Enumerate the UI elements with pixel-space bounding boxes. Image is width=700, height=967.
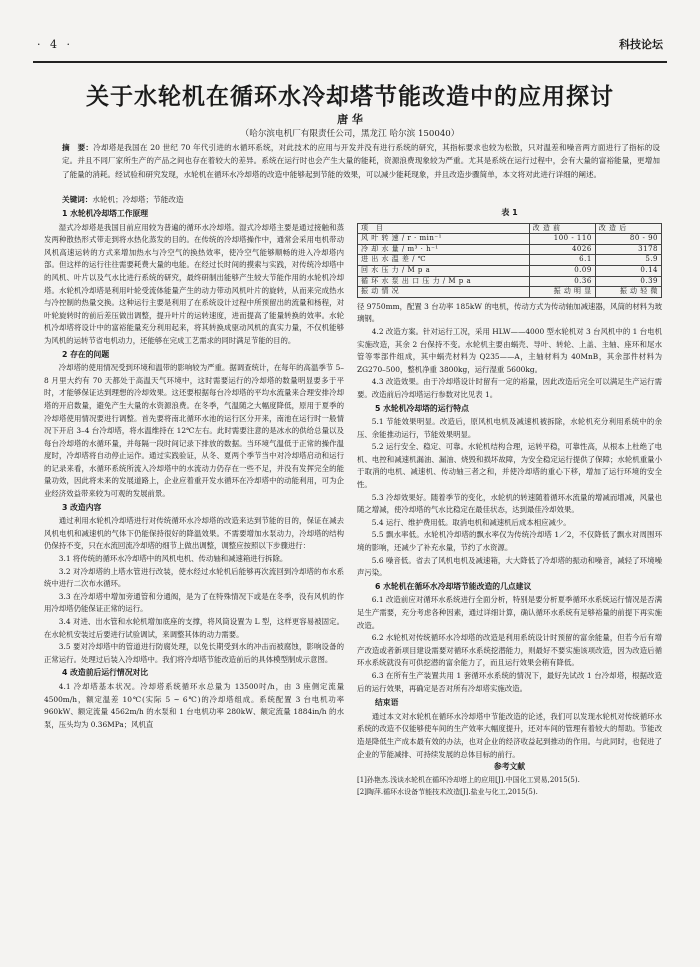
paragraph: 5.6 噪音低。省去了风机电机及减速箱，大大降低了冷却塔的振动和噪音，减轻了环境噪声污染。 [357,555,662,578]
journal-name: 科技论坛 [619,38,663,51]
table-cell: 回 水 压 力 / M p a [358,265,530,276]
paragraph: 4.2 改造方案。针对运行工况，采用 HLW——4000 型水轮机对 3 台风机中的 1 台电机实施改造，其余 2 台保持不变。水轮机主要由蜗壳、导叶、转轮、上盖、主轴、座环和尾水管等零部件组成，其中蜗壳材料为 Q235——A，主轴材料为 40MnB，其余部件材料为 ZG270–500，整机净重 3800kg，运行湿重 5600kg。 [357,326,662,374]
paragraph: 3.5 要对冷却塔中的管道进行防腐处理，以免长期受到水的冲击而被腐蚀，影响设备的正常运行。处理过后装入冷却塔中。我们将冷却塔节能改造前后的具体模型制成示意图。 [44,642,344,664]
table-row [358,255,662,266]
section-heading: 6 水轮机在循环水冷却塔节能改造的几点建议 [375,581,532,591]
paragraph: 冷却塔的使用情况受到环境和温带的影响较为严重。据调查统计，在每年的高温季节 5–8 月里大约有 70 天都处于高温天气环境中，这时需要运行的冷却塔的数量明显要多于平时，才能够保证达到理想的冷却效果。这还要根据每台冷却塔的平均水流量来合理安排冷却塔的开启数量，避免产生大量的水资源浪费。在冬季，气温随之大幅度降低，原用于夏季的冷却塔使用情况要进行调整。首先要将南北循环水池的运行区分开来，南池在运行时一般情况下开启 3–4 台冷却塔，将水温维持在 12℃左右。此时需要注意的是冰水的供给总量以及每台冷却塔的水循环量，并每隔一段时间记录下排放的数据。当环境气温低于正常的操作温度时，冷却塔将自动停止运作。通过实践验证，从冬、夏两个季节当中对冷却塔启动和运行的记录来看，水循环系统所流入冷却塔中的水流动力仍存在一些不足，并没有发挥完全的能量功效，因此将未来的发展道路上，企业应着重开发水循环在冷却塔中的动能利用，可为企业经济效益带来较为可观的发展前景。 [44,363,344,499]
paragraph: 4.3 改造效果。由于冷却塔设计时留有一定的裕量，因此改造后完全可以满足生产运行需要。改造前后冷却塔运行参数对比见表 1。 [357,377,662,399]
table-cell: 振 动 轻 微 [595,287,661,298]
paragraph: 3.1 将传统的循环水冷却塔中的风机电机、传动轴和减速箱进行拆除。 [58,554,288,564]
page-number: · 4 · [37,38,73,51]
keywords-text: 水轮机；冷却塔；节能改造 [92,195,184,204]
table-title: 表 1 [501,208,518,217]
paragraph: 通过利用水轮机冷却塔进行对传统循环水冷却塔的改造来达到节能的目的，保证在减去风机电机和减速机的气体下仍能保持很好的降温效果。不需要增加水泵动力，冷却塔的结构仍保持不变，只在水流回流冷却塔的细节上做出调整，调整应按照以下步骤进行： [44,516,344,551]
paragraph: 6.1 改造前应对循环水系统进行全面分析，特别是要分析夏季循环水系统运行情况是否满足生产需要，充分考虑各种因素，通过详细计算，确认循环水系统有足够裕量的前提下再实施改造。 [357,595,662,630]
paragraph: 5.1 节能效果明显。改造后，原风机电机及减速机被拆除，水轮机充分利用系统中的余压、余能推动运行，节能效果明显。 [357,417,662,439]
paragraph: 3.4 对进、出水管和水轮机增加底座的支撑，将风筒设置为 L 型，这样更容易被固定。在水轮机安装过后要进行试验调试，来调整其体的动力需要。 [44,617,344,639]
right-column [357,207,662,957]
table-cell: 4026 [529,244,595,255]
table-cell: 冷 却 水 量 / m³ · h⁻¹ [358,244,530,255]
table-cell: 循 环 水 泵 出 口 压 力 / M p a [358,276,530,287]
paragraph: 湿式冷却塔是我国目前应用较为普遍的循环水冷却塔。湿式冷却塔主要是通过接触和蒸发两种散热形式带走到将水热化蒸发的目的。在传统的冷却塔操作中，通常会采用电机带动风机高速运转的方式来增加热水与冷空气的换热效率，使冷空气能够顺畅的进入冷却塔内部。但这样的运行往往需要耗费大量的电能。在经过长时间的摸索与实践，对传统冷却塔中的风机、叶片以及气水比进行系统的研究，最终研制出能够产生较大节能作用的水轮机冷却塔。水轮机冷却塔是利用叶轮受流体能量产生的动力带动风机叶片的旋转，从而来完成热水与冷控制的热量交换。这种运行主要是利用了在系统设计过程中所预留出的流量和杨程，对叶轮旋转时的前后差压做出调整，提升叶片的运转速度，进而提高了能量转换的效率。水轮机冷却塔将设计中的富裕能量充分利用起来，将其转换成驱动风机的真实力量，不仅机能够为风机的运转节省电机动力，还能够在完成工艺需求的同时满足节能的目的。 [44,222,344,345]
table-header-cell: 改 造 后 [595,223,661,234]
paragraph: 6.2 水轮机对传统循环水冷却塔的改造是利用系统设计时预留的富余能量，但若今后有增产改造或者新项目建设需要对循环水系统挖潜能力，则最好不要实施该项改造，因为改造后循环水系统就没有可供挖潜的富余能力了，而且运行效果会稍有降低。 [357,633,662,668]
page-header [33,34,667,56]
paragraph: 5.4 运行、维护费用低。取消电机和减速机后成本相应减少。 [371,517,571,527]
left-column [44,207,344,947]
header-rule [33,61,667,63]
table-cell: 振 动 情 况 [358,287,530,298]
table-cell: 80 - 90 [595,234,661,245]
keywords-label: 关键词： [62,195,93,204]
table-cell: 进 出 水 温 差 / ℃ [358,255,530,266]
table-cell: 0.09 [529,265,595,276]
table-header-row [358,223,662,234]
references-title: 参考文献 [493,762,526,772]
reference-item: [2]陶萍.循环水设备节能技术改造[J].盐业与化工,2015(5). [357,787,538,796]
paragraph: 5.3 冷却效果好。随着季节的变化，水轮机的转速随着循环水流量的增减而增减，风量也随之增减，使冷却塔的气水比稳定在最佳状态，达到最佳冷却效果。 [357,492,662,515]
paragraph: 5.5 飘水率低。水轮机冷却塔的飘水率仅为传统冷却塔 1／2，不仅降低了飘水对周围环境的影响，还减少了补充水量，节约了水资源。 [357,530,662,553]
table-row [358,287,662,298]
table-cell: 100 - 110 [529,234,595,245]
table-row [358,234,662,245]
abstract [62,141,660,181]
author: 唐 华 [337,113,363,126]
reference-item: [1]孙艳杰.浅谈水轮机在循环冷却塔上的应用[J].中国化工贸易,2015(5). [357,775,580,784]
table-row [358,276,662,287]
table-row [358,244,662,255]
table-header-cell: 改 造 前 [529,223,595,234]
table-cell: 风 叶 转 速 / r · min⁻¹ [358,234,530,245]
paragraph: 通过本文对水轮机在循环水冷却塔中节能改造的论述，我们可以发现水轮机对传统循环水系统的改造不仅能够使车间的生产效率大幅度提升，还对车间的管理有着较大的帮助。节能改造是降低生产成本最有效的办法，也对企业的经济收益起到推动的作用。与此同时，也促进了企业的节能减排、可持续发展的总体目标的前行。 [357,711,662,759]
table-cell: 0.39 [595,276,661,287]
affiliation: （哈尔滨电机厂有限责任公司，黑龙江 哈尔滨 150040） [240,129,460,139]
table-cell: 0.36 [529,276,595,287]
article-title: 关于水轮机在循环水冷却塔节能改造中的应用探讨 [86,83,614,110]
table-row [358,265,662,276]
section-heading: 5 水轮机冷却塔的运行特点 [375,403,469,413]
table-cell: 6.1 [529,255,595,266]
comparison-table [357,223,662,298]
table-cell: 振 动 明 显 [529,287,595,298]
right-column-body [357,301,662,798]
paragraph: 3.2 对冷却塔的上塔水管进行改装，使水经过水轮机后能够再次流回到冷却塔的布水系统中进行二次布水循环。 [44,566,344,589]
table-cell: 3178 [595,244,661,255]
abstract-text: 冷却塔是我国在 20 世纪 70 年代引进的水循环系统，对此技术的应用与开发并没有进行系统的研究，其指标要求也较为松散，只对温差和噪音两方面进行了指标的设定。并且不同厂家所生产的产品之间也存在着较大的差异。系统在运行时也会产生大量的能耗，资源浪费现象较为严重。尤其是系统在运行过程中，会有大量的富裕能量，更增加了能量的消耗。经试验和研究发现，水轮机在循环水冷却塔的改造中能够起到节能的效果，可以减少能耗现象，并且改造步骤简单，本文将对此进行详细的阐述。 [62,143,660,179]
section-heading: 结束语 [375,698,399,708]
paragraph: 径 9750mm，配置 3 台功率 185kW 的电机，传动方式为传动轴加减速器，风筒的材料为玻璃钢。 [357,301,662,324]
table-header-cell: 项 目 [358,223,530,234]
paragraph: 3.3 在冷却塔中增加旁通管和分通阀，是为了在特殊情况下或是在冬季，没有风机的作用冷却塔仍能保证正常的运行。 [44,591,344,614]
section-heading: 1 水轮机冷却塔工作原理 [62,209,149,218]
paragraph: 6.3 在所有生产装置共用 1 套循环水系统的情况下，最好先试改 1 台冷却塔，根据改造后的运行效果，再确定是否对所有冷却塔实施改造。 [357,670,662,693]
paragraph: 4.1 冷却塔基本状况。冷却塔系统循环水总量为 13500吋/h，由 3 座侧定流量 4500m/h，额定温差 10℃(实际 5 ~ 6℃)的冷却塔组成。系统配置 3 台电机功率 960kW、额定流量 4562m/h 的水泵和 1 台电机功率 280kW、额定流量 1884in/h 的水泵，压头均为 0.36MPa；风机直 [44,681,344,729]
keywords [62,194,660,205]
section-heading: 2 存在的问题 [62,349,110,359]
paragraph: 5.2 运行安全、稳定、可靠。水轮机结构合理，运转平稳，可靠性高，从根本上杜绝了电机、电控和减速机漏油、漏油、烧毁和损坏故障，为安全稳定运行提供了保障；水轮机重量小于取消的电机、减速机、传动轴三者之和，并使冷却塔的重心下移，增加了运行环境的安全性。 [357,442,662,490]
section-heading: 3 改造内容 [62,502,102,512]
table-cell: 0.14 [595,265,661,276]
abstract-label: 摘 要： [62,143,94,152]
table-cell: 5.9 [595,255,661,266]
section-heading: 4 改造前后运行情况对比 [62,668,149,678]
